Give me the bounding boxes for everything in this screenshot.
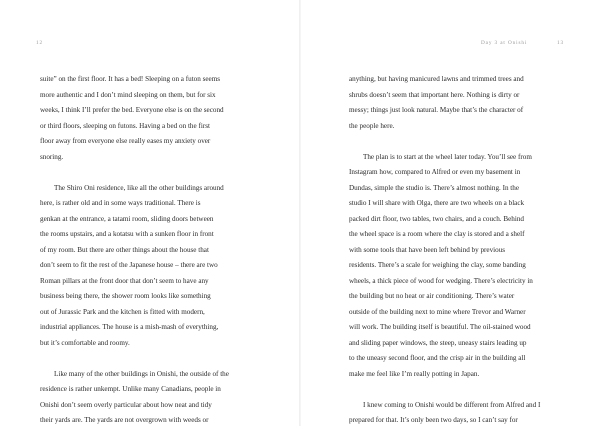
left-page-number: 12 xyxy=(36,40,43,46)
text-line: Instagram how, compared to Alfred or even my basement in xyxy=(349,168,521,176)
text-line: floor away from everyone else really eases my anxiety over xyxy=(40,137,211,145)
text-line: the wheel space is a room where the clay is stored and a shelf xyxy=(349,230,525,238)
right-page-number: 13 xyxy=(557,40,564,46)
text-line: wheels, a thick piece of wood for wedging. There’s electricity in xyxy=(349,276,533,285)
left-page xyxy=(0,0,300,426)
text-line: to the uneasy second floor, and the crisp air in the building all xyxy=(349,354,526,362)
right-page xyxy=(300,0,600,426)
paragraph-spacer xyxy=(349,382,580,398)
text-line: but it’s comfortable and roomy. xyxy=(40,338,130,347)
text-line: Like many of the other buildings in Onishi, the outside of the xyxy=(54,369,229,378)
text-line: snoring. xyxy=(40,152,64,161)
text-line: will work. The building itself is beautiful. The oil-stained wood xyxy=(349,323,531,331)
text-line: I knew coming to Onishi would be different from Alfred and I xyxy=(363,400,541,409)
running-head: Day 3 at Onishi xyxy=(481,40,528,46)
text-line: the rooms upstairs, and a kotatsu with a sunken floor in front xyxy=(40,230,214,238)
text-line: genkan at the entrance, a tatami room, sliding doors between xyxy=(40,214,214,223)
text-line: The plan is to start at the wheel later today. You’ll see from xyxy=(363,152,532,161)
text-line: prepared for that. It’s only been two days, so I can’t say for xyxy=(349,416,518,424)
text-line: the people here. xyxy=(349,121,395,130)
text-line: Onishi don’t seem overly particular about how neat and tidy xyxy=(40,400,212,409)
text-line: weeks, I think I’ll prefer the bed. Everyone else is on the second xyxy=(40,106,224,114)
text-line: make me feel like I’m really potting in Japan. xyxy=(349,369,480,378)
paragraph xyxy=(349,398,580,429)
text-line: anything, but having manicured lawns and trimmed trees and xyxy=(349,75,524,83)
text-line: residents. There’s a scale for weighing the clay, some banding xyxy=(349,261,526,269)
text-line: and sliding paper windows, the steep, uneasy stairs leading up xyxy=(349,338,527,347)
paragraph xyxy=(349,72,580,134)
text-line: shrubs doesn’t seem that important here. Nothing is dirty or xyxy=(349,90,520,99)
text-line: more authentic and I don’t mind sleeping on them, but for six xyxy=(40,90,216,99)
text-line: residence is rather unkempt. Unlike many Canadians, people in xyxy=(40,385,221,393)
text-line: the building but no heat or air conditioning. There’s water xyxy=(349,292,515,300)
text-line: of my room. But there are other things about the house that xyxy=(40,245,209,254)
paragraph-spacer xyxy=(40,165,277,181)
text-line: or third floors, sleeping on futons. Having a bed on the first xyxy=(40,121,210,130)
paragraph-spacer xyxy=(349,134,580,150)
text-line: out of Jurassic Park and the kitchen is fitted with modern, xyxy=(40,307,205,316)
text-line: suite” on the first floor. It has a bed! Sleeping on a futon seems xyxy=(40,75,221,83)
text-line: business being there, the shower room looks like something xyxy=(40,292,211,300)
text-line: The Shiro Oni residence, like all the other buildings around xyxy=(54,183,224,192)
text-line: industrial appliances. The house is a mish-mash of everything, xyxy=(40,323,219,331)
right-page-body xyxy=(349,72,580,429)
paragraph xyxy=(349,150,580,383)
text-line: don’t seem to fit the rest of the Japanese house – there are two xyxy=(40,261,218,269)
text-line: messy; things just look natural. Maybe that’s the character of xyxy=(349,106,524,114)
paragraph xyxy=(40,367,277,429)
text-line: Roman pillars at the front door that don’t seem to have any xyxy=(40,276,209,285)
paragraph xyxy=(40,72,277,165)
paragraph xyxy=(40,181,277,352)
paragraph-spacer xyxy=(40,351,277,367)
text-line: with some tools that have been left behind by previous xyxy=(349,245,506,254)
text-line: outside of the building next to mine where Trevor and Warner xyxy=(349,307,526,316)
text-line: studio I will share with Olga, there are two wheels on a black xyxy=(349,199,525,207)
text-line: their yards are. The yards are not overgrown with weeds or xyxy=(40,416,209,424)
text-line: packed dirt floor, two tables, two chairs, and a couch. Behind xyxy=(349,214,525,223)
left-page-body xyxy=(40,72,277,429)
text-line: here, is rather old and in some ways traditional. There is xyxy=(40,199,201,207)
text-line: Dundas, simple the studio is. There’s almost nothing. In the xyxy=(349,183,520,192)
